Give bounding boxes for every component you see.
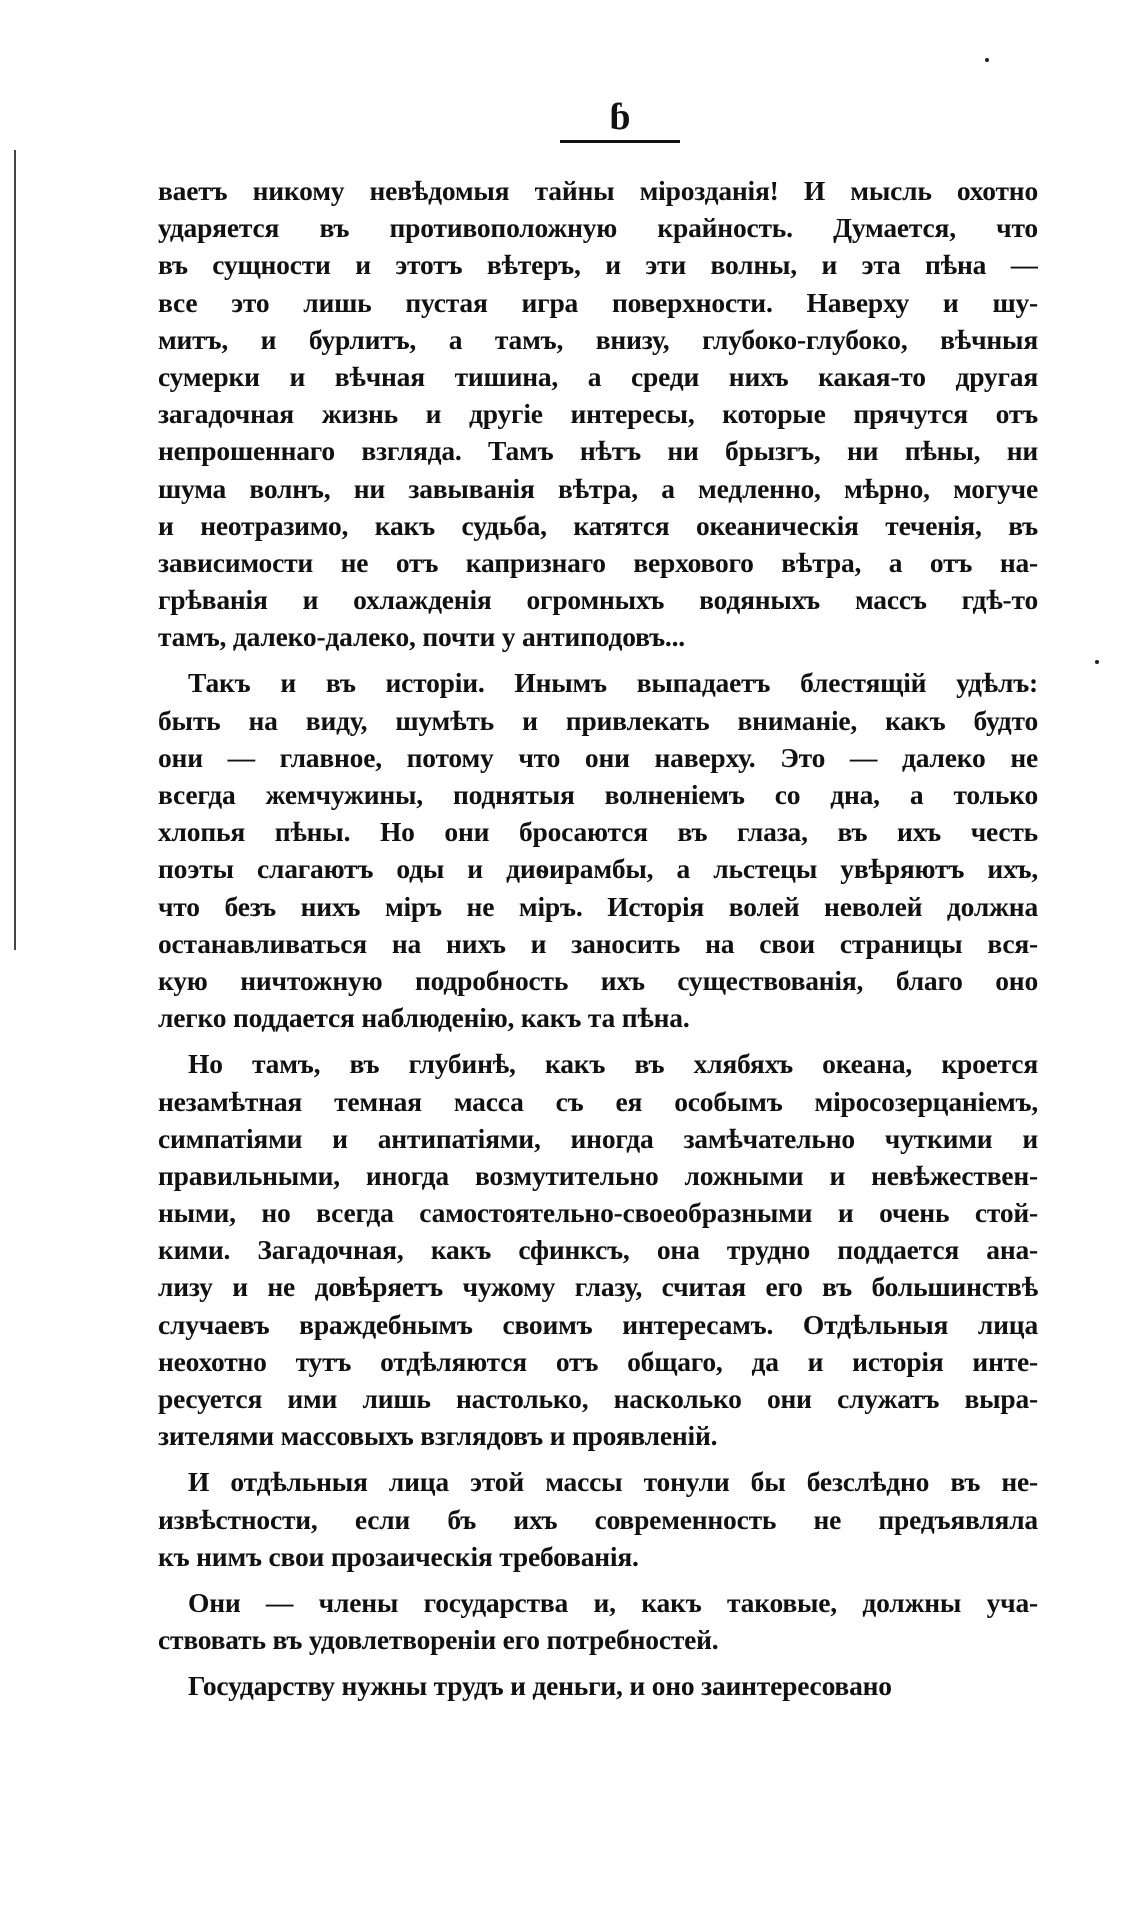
text-line: случаевъ враждебнымъ своимъ интересамъ. Отдѣльныя лица [158,1308,1038,1340]
text-line: грѣванія и охлажденія огромныхъ водяныхъ массъ гдѣ-то [158,584,1038,616]
paragraph-gap [158,1036,1038,1045]
scan-speck [985,58,989,62]
text-line: къ нимъ свои прозаическія требованія. [158,1540,639,1572]
text-line: они — главное, потому что они наверху. Это — далеко не [158,741,1038,773]
text-line: ными, но всегда самостоятельно-своеобразными и очень стой- [158,1197,1038,1229]
text-line: шума волнъ, ни завыванія вѣтра, а медленно, мѣрно, могуче [158,472,1038,504]
text-line: останавливаться на нихъ и заносить на свои страницы вся- [158,927,1038,959]
text-line: лизу и не довѣряетъ чужому глазу, считая его въ большинствѣ [158,1271,1038,1303]
page-number: ɓ [609,96,631,138]
text-line: митъ, и бурлитъ, а тамъ, внизу, глубоко-глубоко, вѣчныя [158,323,1038,355]
text-line: ствовать въ удовлетвореніи его потребностей. [158,1624,719,1656]
text-line: симпатіями и антипатіями, иногда замѣчательно чуткими и [158,1122,1038,1154]
text-line: кими. Загадочная, какъ сфинксъ, она трудно поддается ана- [158,1234,1038,1266]
text-line: и неотразимо, какъ судьба, катятся океаническія теченія, въ [158,509,1038,541]
paragraph-gap [158,1658,1038,1667]
paragraph-gap [158,1454,1038,1463]
text-line: хлопья пѣны. Но они бросаются въ глаза, въ ихъ честь [158,816,1038,848]
text-line: загадочная жизнь и другіе интересы, которые прячутся отъ [158,398,1038,430]
page-number-rule [560,140,680,143]
scan-speck [1095,660,1099,664]
text-line: Но тамъ, въ глубинѣ, какъ въ хлябяхъ океана, кроется [188,1048,1038,1080]
paragraph-gap [158,1575,1038,1584]
text-line: ресуется ими лишь настолько, насколько они служатъ выра- [158,1383,1038,1414]
text-line: поэты слагаютъ оды и диѳирамбы, а льстецы увѣряютъ ихъ, [158,853,1038,885]
text-line: что безъ нихъ міръ не міръ. Исторія волей неволей должна [158,890,1038,922]
text-line: неохотно тутъ отдѣляются отъ общаго, да и исторія инте- [158,1345,1038,1377]
text-line: легко поддается наблюденію, какъ та пѣна. [158,1002,690,1034]
text-line: Такъ и въ исторіи. Инымъ выпадаетъ блестящій удѣлъ: [188,667,1038,699]
text-line: незамѣтная темная масса съ ея особымъ міросозерцаніемъ, [158,1085,1038,1117]
paragraph-gap [158,655,1038,664]
text-line: непрошеннаго взгляда. Тамъ нѣтъ ни брызгъ, ни пѣны, ни [158,435,1038,467]
text-line: правильными, иногда возмутительно ложными и невѣжествен- [158,1159,1038,1191]
body-text [158,172,1038,1705]
text-line: Государству нужны трудъ и деньги, и оно заинтересовано [188,1670,892,1702]
text-line: быть на виду, шумѣть и привлекать вниманіе, какъ будто [158,704,1038,736]
text-line: зителями массовыхъ взглядовъ и проявленій. [158,1420,718,1452]
text-line: всегда жемчужины, поднятыя волненіемъ со дна, а только [158,779,1038,810]
text-line: въ сущности и этотъ вѣтеръ, и эти волны, и эта пѣна — [158,249,1038,281]
text-line: кую ничтожную подробность ихъ существованія, благо оно [158,964,1038,996]
text-line: Они — члены государства и, какъ таковые, должны уча- [188,1586,1038,1618]
text-line: тамъ, далеко-далеко, почти у антиподовъ... [158,621,685,653]
text-line: сумерки и вѣчная тишина, а среди нихъ какая-то другая [158,360,1038,392]
scan-margin-line [14,150,16,950]
text-line: И отдѣльныя лица этой массы тонули бы безслѣдно въ не- [188,1466,1038,1498]
text-line: зависимости не отъ капризнаго верхового вѣтра, а отъ на- [158,546,1038,578]
text-line: ваетъ никому невѣдомыя тайны мірозданія! И мысль охотно [158,175,1038,206]
text-line: ударяется въ противоположную крайность. Думается, что [158,212,1038,244]
text-line: извѣстности, если бъ ихъ современность не предъявляла [158,1503,1038,1535]
text-line: все это лишь пустая игра поверхности. Наверху и шу- [158,286,1038,318]
